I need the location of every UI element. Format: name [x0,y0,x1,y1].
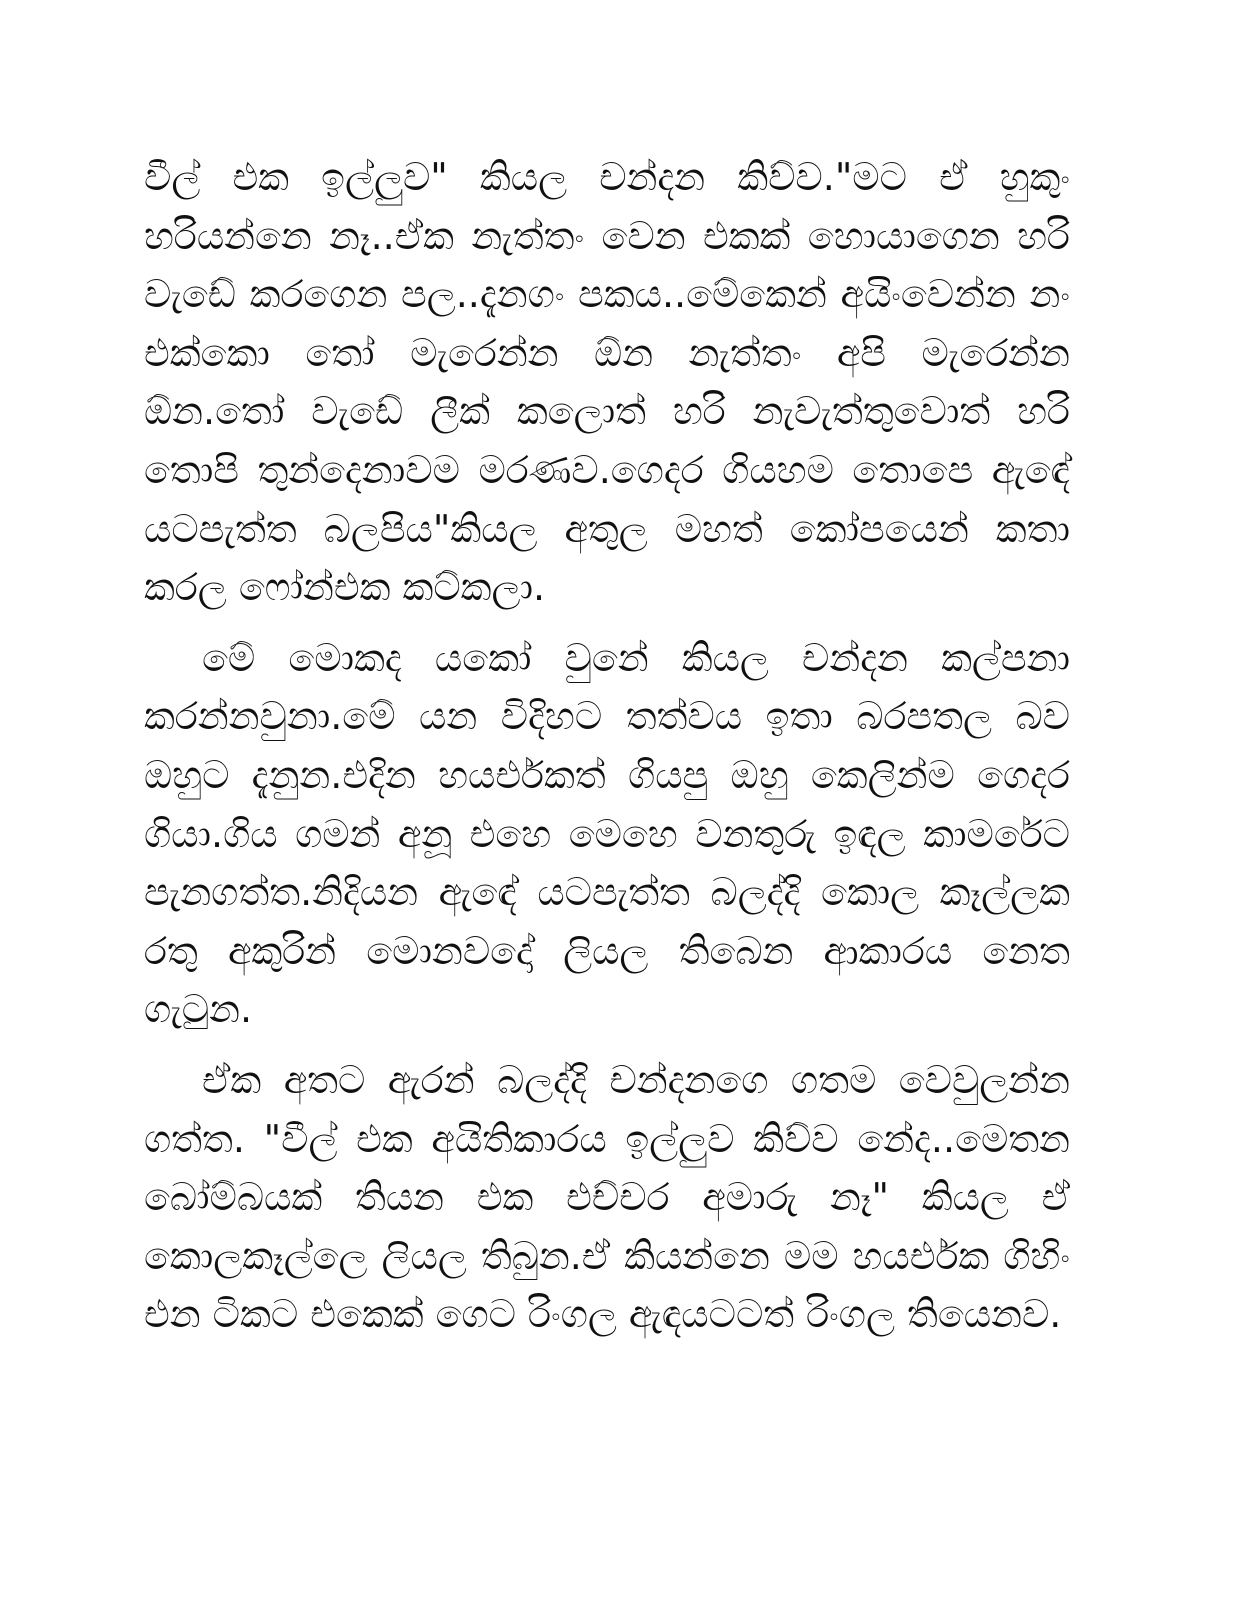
paragraph-2: මේ මොකද යකෝ වුනේ කියල චන්දන කල්පනා කරන්නවුනා.මේ යන විදිහට තත්වය ඉතා බරපතල බව ඔහුට දැනුන.එදින හයර්එකත් ගියපු ඔහු කෙලින්ම ගෙදර ගියා.ගිය ගමන් අනූ එහෙ මෙහෙ වනතුරු ඉඳල කාමරේට පැනගත්ත.නිදියන ඇඳේ යටපැත්ත බලද්දි කොල කෑල්ලක රතු අකුරින් මොනවදෝ ලියල තිබෙන ආකාරය නෙත ගැටුන. [144,635,1070,1032]
body-text [144,148,1070,1344]
paragraph-3: ඒක අතට ඇරන් බලද්දි චන්දනගෙ ගතම වෙවුලන්න ගත්ත. "වීල් එක අයිතිකාරය ඉල්ලුව කිව්ව නේද..මෙතන බෝම්බයක් තියන එක එච්චර අමාරු නෑ" කියල ඒ කොලකෑල්ලෙ ලියල තිබුන.ඒ කියන්නෙ මම හයර්එක ගිහිං එන ටිකට එකෙක් ගෙට රිංගල ඇඳයටටත් රිංගල තියෙනව. [144,1057,1070,1337]
paragraph-1: වීල් එක ඉල්ලුව" කියල චන්දන කිව්ව."මට ඒ හුකුං හරියන්නෙ නෑ..ඒක නැත්තං වෙන එකක් හොයාගෙන හරි වැඩේ කරගෙන පල..දැනගං පකය..මේකෙන් අයිංවෙන්න නං එක්කො තෝ මැරෙන්න ඕන නැත්තං අපි මැරෙන්න ඕන.තෝ වැඩේ ලීක් කලොත් හරි නැවැත්තුවොත් හරි තොපි තුන්දෙනාවම මරණව.ගෙදර ගියහම තොපෙ ඇඳේ යටපැත්ත බලපිය"කියල අතුල මහත් කෝපයෙන් කතා කරල ෆෝන්එක කට්කලා. [144,155,1070,610]
